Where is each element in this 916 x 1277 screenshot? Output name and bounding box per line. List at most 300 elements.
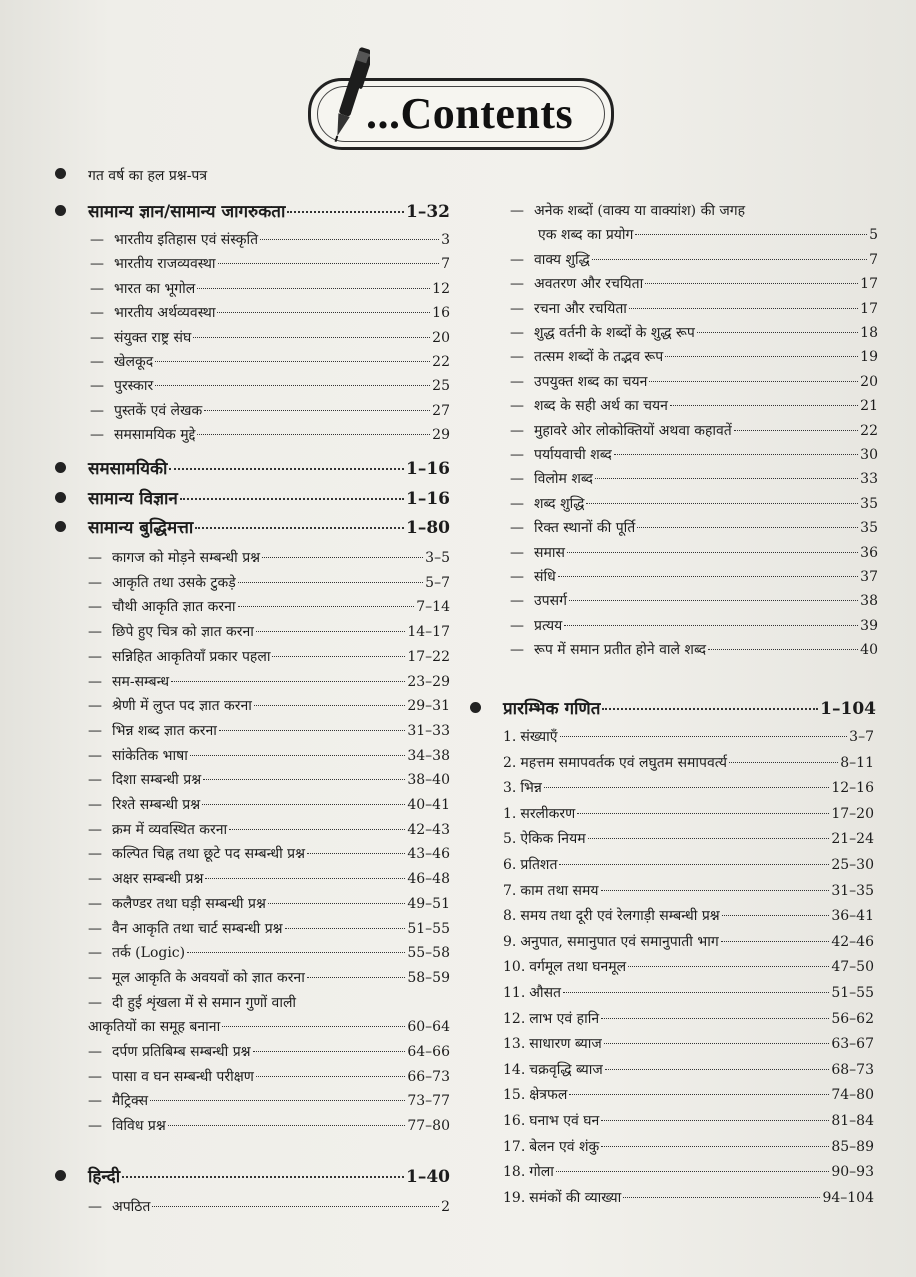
leader-dots	[586, 503, 858, 504]
section-heading	[55, 519, 450, 537]
page-range: 90–93	[831, 1164, 874, 1181]
item-number: 10.	[503, 959, 526, 976]
leader-dots	[150, 1100, 405, 1101]
page-range: 73–77	[407, 1093, 450, 1110]
leader-dots	[563, 992, 829, 993]
item-number: 16.	[503, 1113, 526, 1129]
page-range: 36–41	[831, 908, 874, 925]
dash-marker: —	[510, 398, 524, 415]
toc-entry	[503, 1086, 874, 1104]
page-range: 20	[860, 373, 878, 390]
toc-entry	[88, 796, 450, 814]
entry-label: अपठित	[112, 1199, 151, 1215]
dash-marker: —	[510, 325, 524, 341]
leader-dots	[268, 903, 406, 904]
toc-entry	[503, 856, 874, 874]
page-range: 68–73	[831, 1061, 874, 1078]
toc-entry	[510, 544, 878, 562]
entry-label: सन्निहित आकृतियाँ प्रकार पहला	[112, 648, 271, 665]
page-range: 1–16	[406, 489, 450, 509]
entry-label: समंकों की व्याख्या	[529, 1189, 622, 1206]
page-range: 7	[441, 256, 450, 273]
leader-dots	[708, 649, 858, 650]
page-range: 3–7	[849, 729, 874, 745]
leader-dots	[602, 708, 818, 710]
page-range: 21	[860, 398, 878, 415]
leader-dots	[187, 952, 405, 953]
toc-entry	[503, 984, 874, 1002]
section-heading	[55, 203, 450, 221]
toc-entry	[503, 933, 874, 951]
dash-marker: —	[88, 895, 102, 912]
dash-marker: —	[510, 569, 524, 585]
leader-dots	[628, 966, 829, 967]
toc-entry	[88, 870, 450, 888]
entry-label: उपयुक्त शब्द का चयन	[534, 373, 648, 390]
page-range: 56–62	[831, 1010, 874, 1027]
entry-label: क्षेत्रफल	[529, 1087, 568, 1104]
dash-marker: —	[510, 373, 524, 390]
toc-entry	[88, 1043, 450, 1061]
dash-marker: —	[88, 1093, 102, 1110]
toc-entry	[510, 422, 878, 440]
dash-marker: —	[88, 599, 102, 616]
toc-entry	[503, 882, 874, 900]
page-range: 77–80	[407, 1118, 450, 1135]
page-range: 47–50	[831, 959, 874, 976]
bullet-icon	[55, 1170, 66, 1181]
entry-label: मूल आकृति के अवयवों को ज्ञात करना	[112, 969, 305, 986]
dash-marker: —	[510, 276, 524, 293]
entry-label: एक शब्द का प्रयोग	[538, 227, 634, 244]
dash-marker: —	[510, 203, 524, 219]
entry-label: सामान्य ज्ञान/सामान्य जागरुकता	[88, 202, 286, 222]
page-range: 17–20	[831, 805, 874, 822]
page-range: 1–40	[406, 1167, 450, 1187]
entry-label: समसामयिकी	[88, 459, 168, 479]
dash-marker: —	[510, 593, 524, 610]
dash-marker: —	[88, 797, 102, 813]
dash-marker: —	[88, 969, 102, 986]
entry-label: आकृति तथा उसके टुकड़े	[112, 574, 236, 591]
bullet-icon	[55, 168, 66, 179]
page-range: 49–51	[407, 895, 450, 912]
toc-entry	[503, 1112, 874, 1130]
page-range: 42–43	[407, 821, 450, 838]
leader-dots	[260, 239, 439, 240]
leader-dots	[614, 454, 858, 455]
page-range: 2	[441, 1199, 450, 1215]
leader-dots	[171, 681, 405, 682]
leader-dots	[729, 762, 838, 763]
toc-entry	[510, 300, 878, 318]
entry-label: प्रारम्भिक गणित	[503, 699, 601, 719]
leader-dots	[262, 557, 423, 558]
toc-entry	[88, 1068, 450, 1086]
dash-marker: —	[88, 772, 102, 789]
page-range: 60–64	[407, 1019, 450, 1036]
dash-marker: —	[510, 544, 524, 561]
leader-dots	[238, 606, 415, 607]
dash-marker: —	[88, 747, 102, 764]
leader-dots	[253, 1051, 406, 1052]
toc-entry	[503, 1010, 874, 1028]
page-range: 46–48	[407, 871, 450, 888]
section-heading	[55, 490, 450, 508]
leader-dots	[217, 312, 430, 313]
page-range: 29	[432, 427, 450, 444]
entry-label: रिश्ते सम्बन्धी प्रश्न	[112, 797, 201, 813]
leader-dots	[721, 941, 830, 942]
entry-label: वैन आकृति तथा चार्ट सम्बन्धी प्रश्न	[112, 920, 283, 937]
leader-dots	[204, 410, 430, 411]
leader-dots	[564, 625, 858, 626]
page-range: 38	[860, 593, 878, 610]
entry-label: भिन्न	[520, 780, 542, 797]
leader-dots	[601, 1120, 829, 1121]
item-number: 2.	[503, 754, 517, 771]
dash-marker: —	[510, 617, 524, 634]
item-number: 8.	[503, 908, 517, 925]
toc-entry	[88, 1198, 450, 1216]
leader-dots	[601, 1018, 829, 1019]
toc-entry	[55, 167, 207, 185]
leader-dots	[601, 890, 830, 891]
item-number: 1.	[503, 729, 517, 745]
page-range: 42–46	[831, 933, 874, 950]
toc-entry	[503, 1138, 874, 1156]
page-range: 35	[860, 495, 878, 512]
entry-label: रिक्त स्थानों की पूर्ति	[534, 520, 636, 537]
toc-entry	[88, 969, 450, 987]
item-number: 3.	[503, 780, 517, 797]
section-heading	[55, 1168, 450, 1186]
entry-label: हिन्दी	[88, 1167, 121, 1187]
toc-entry	[88, 598, 450, 616]
section-heading	[55, 460, 450, 478]
dash-marker: —	[510, 495, 524, 512]
page-range: 1–104	[820, 699, 876, 719]
page-range: 5–7	[425, 574, 450, 591]
toc-entry	[510, 592, 878, 610]
dash-marker: —	[90, 256, 104, 273]
toc-entry	[510, 568, 878, 586]
entry-label: पुस्तकें एवं लेखक	[114, 402, 203, 419]
bullet-icon	[470, 702, 481, 713]
entry-label: शुद्ध वर्तनी के शब्दों के शुद्ध रूप	[534, 325, 695, 341]
leader-dots	[256, 631, 405, 632]
page-range: 34–38	[407, 747, 450, 764]
entry-label: संयुक्त राष्ट्र संघ	[114, 329, 192, 346]
toc-entry	[510, 202, 878, 220]
page-range: 7–14	[416, 599, 450, 616]
page-range: 94–104	[822, 1189, 874, 1206]
entry-label: समास	[534, 544, 565, 561]
entry-label: चौथी आकृति ज्ञात करना	[112, 599, 236, 616]
bullet-icon	[55, 492, 66, 503]
page-range: 7	[869, 251, 878, 268]
toc-entry	[503, 830, 874, 848]
page-range: 35	[860, 520, 878, 537]
entry-label: समसामयिक मुद्दे	[114, 427, 196, 444]
page-title: ...Contents	[366, 89, 574, 138]
leader-dots	[567, 552, 858, 553]
leader-dots	[722, 915, 830, 916]
dash-marker: —	[88, 648, 102, 665]
toc-entry	[88, 648, 450, 666]
toc-entry	[90, 377, 450, 395]
toc-entry	[510, 519, 878, 537]
page-range: 25	[432, 378, 450, 395]
dash-marker: —	[88, 945, 102, 962]
page-range: 17	[860, 276, 878, 293]
dash-marker: —	[510, 251, 524, 268]
entry-label: अक्षर सम्बन्धी प्रश्न	[112, 871, 204, 888]
page-range: 33	[860, 471, 878, 488]
leader-dots	[197, 434, 430, 435]
page-range: 31–33	[407, 722, 450, 739]
leader-dots	[556, 1171, 829, 1172]
dash-marker: —	[88, 994, 102, 1011]
page-range: 55–58	[407, 945, 450, 962]
toc-entry	[510, 446, 878, 464]
toc-entry	[88, 845, 450, 863]
dash-marker: —	[88, 722, 102, 739]
toc-entry	[88, 1117, 450, 1135]
toc-entry	[510, 470, 878, 488]
page-range: 36	[860, 544, 878, 561]
toc-entry	[88, 722, 450, 740]
entry-label: वाक्य शुद्धि	[534, 251, 590, 268]
toc-entry	[88, 1092, 450, 1110]
entry-label: मैट्रिक्स	[112, 1093, 149, 1110]
page-range: 12	[432, 280, 450, 297]
leader-dots	[222, 1026, 405, 1027]
page-range: 1–80	[406, 518, 450, 538]
page-range: 31–35	[831, 882, 874, 899]
entry-label: पासा व घन सम्बन्धी परीक्षण	[112, 1068, 254, 1085]
page-range: 17–22	[407, 648, 450, 665]
dash-marker: —	[88, 1044, 102, 1060]
entry-label: भारतीय इतिहास एवं संस्कृति	[114, 232, 259, 248]
toc-entry	[510, 495, 878, 513]
dash-marker: —	[88, 846, 102, 863]
page-range: 3	[441, 232, 450, 248]
entry-label: मुहावरे ओर लोकोक्तियों अथवा कहावतें	[534, 422, 732, 439]
toc-entry	[90, 304, 450, 322]
page-range: 3–5	[425, 550, 450, 566]
leader-dots	[569, 600, 858, 601]
page-range: 51–55	[407, 920, 450, 937]
entry-label: कागज को मोड़ने सम्बन्धी प्रश्न	[112, 550, 261, 566]
toc-entry	[503, 907, 874, 925]
item-number: 7.	[503, 882, 517, 899]
entry-label: बेलन एवं शंकु	[529, 1138, 600, 1155]
entry-label: घनाभ एवं घन	[529, 1113, 600, 1129]
toc-entry	[88, 994, 450, 1012]
entry-label: उपसर्ग	[534, 593, 567, 610]
page-range: 19	[860, 349, 878, 366]
leader-dots	[601, 1146, 829, 1147]
bullet-icon	[55, 521, 66, 532]
entry-label: साधारण ब्याज	[529, 1036, 602, 1053]
entry-label: रूप में समान प्रतीत होने वाले शब्द	[534, 642, 707, 659]
page-range: 20	[432, 329, 450, 346]
dash-marker: —	[90, 402, 104, 419]
toc-entry	[88, 771, 450, 789]
entry-label: संख्याएँ	[520, 729, 558, 745]
entry-label: औसत	[529, 985, 562, 1001]
leader-dots	[307, 977, 406, 978]
toc-entry	[88, 747, 450, 765]
leader-dots	[670, 405, 858, 406]
entry-label: भिन्न शब्द ज्ञात करना	[112, 722, 217, 739]
toc-entry	[510, 348, 878, 366]
page-range: 58–59	[407, 969, 450, 986]
dash-marker: —	[510, 447, 524, 463]
leader-dots	[229, 829, 405, 830]
dash-marker: —	[88, 673, 102, 690]
dash-marker: —	[510, 642, 524, 659]
entry-label: वर्गमूल तथा घनमूल	[529, 959, 627, 976]
contents-header	[308, 72, 608, 152]
item-number: 18.	[503, 1164, 526, 1181]
dash-marker: —	[88, 624, 102, 641]
toc-entry	[510, 251, 878, 269]
toc-entry	[90, 329, 450, 347]
item-number: 9.	[503, 933, 517, 950]
toc-entry	[88, 697, 450, 715]
item-number: 11.	[503, 985, 526, 1001]
page-range: 1–16	[406, 459, 450, 479]
toc-entry	[90, 280, 450, 298]
dash-marker: —	[510, 471, 524, 488]
entry-label: रचना और रचयिता	[534, 300, 627, 317]
leader-dots	[307, 853, 405, 854]
leader-dots	[604, 1043, 830, 1044]
entry-label: सरलीकरण	[520, 805, 576, 822]
toc-entry	[510, 641, 878, 659]
item-number: 5.	[503, 831, 517, 848]
page-range: 25–30	[831, 857, 874, 873]
toc-entry	[88, 574, 450, 592]
dash-marker: —	[90, 427, 104, 444]
leader-dots	[635, 234, 867, 235]
entry-label: विविध प्रश्न	[112, 1118, 166, 1135]
leader-dots	[195, 527, 404, 529]
toc-entry	[88, 623, 450, 641]
leader-dots	[544, 787, 830, 788]
page-range: 12–16	[831, 780, 874, 797]
leader-dots	[588, 838, 830, 839]
page-range: 43–46	[407, 846, 450, 863]
leader-dots	[168, 1125, 406, 1126]
page-range: 63–67	[831, 1036, 874, 1053]
toc-entry	[88, 895, 450, 913]
entry-label: सांकेतिक भाषा	[112, 747, 188, 764]
dash-marker: —	[90, 232, 104, 248]
leader-dots	[558, 576, 858, 577]
entry-label: गत वर्ष का हल प्रश्न-पत्र	[88, 168, 208, 184]
page-range: 64–66	[407, 1044, 450, 1060]
leader-dots	[180, 498, 404, 500]
dash-marker: —	[510, 349, 524, 366]
dash-marker: —	[90, 280, 104, 297]
toc-entry	[90, 426, 450, 444]
leader-dots	[238, 582, 423, 583]
leader-dots	[219, 730, 405, 731]
entry-label: अवतरण और रचयिता	[534, 276, 644, 293]
toc-entry	[88, 944, 450, 962]
page-range: 8–11	[840, 754, 874, 771]
dash-marker: —	[90, 354, 104, 370]
toc-entry	[503, 1035, 874, 1053]
leader-dots	[623, 1197, 820, 1198]
entry-label: श्रेणी में लुप्त पद ज्ञात करना	[112, 698, 252, 715]
leader-dots	[190, 755, 406, 756]
bullet-icon	[55, 462, 66, 473]
page-range: 17	[860, 300, 878, 317]
page-range: 22	[432, 354, 450, 370]
leader-dots	[637, 527, 858, 528]
leader-dots	[577, 813, 829, 814]
toc-entry	[90, 353, 450, 371]
page-range: 30	[860, 447, 878, 463]
page-range: 85–89	[831, 1138, 874, 1155]
leader-dots	[202, 804, 405, 805]
dash-marker: —	[90, 305, 104, 322]
leader-dots	[665, 356, 858, 357]
section-heading	[470, 700, 876, 718]
dash-marker: —	[510, 422, 524, 439]
entry-label: सामान्य विज्ञान	[88, 489, 178, 509]
leader-dots	[734, 430, 858, 431]
toc-entry	[90, 402, 450, 420]
leader-dots	[152, 1206, 439, 1207]
page-range: 39	[860, 617, 878, 634]
dash-marker: —	[88, 1118, 102, 1135]
toc-entry	[510, 373, 878, 391]
entry-label: भारत का भूगोल	[114, 280, 196, 297]
toc-entry	[88, 673, 450, 691]
entry-label: दी हुई शृंखला में से समान गुणों वाली	[112, 994, 297, 1011]
leader-dots	[592, 259, 867, 260]
entry-label: महत्तम समापवर्तक एवं लघुतम समापवर्त्य	[520, 754, 727, 771]
leader-dots	[218, 263, 440, 264]
entry-label: अनेक शब्दों (वाक्य या वाक्यांश) की जगह	[534, 203, 746, 219]
toc-entry	[503, 754, 874, 772]
entry-label: सामान्य बुद्धिमत्ता	[88, 518, 194, 538]
dash-marker: —	[88, 550, 102, 566]
page-range: 37	[860, 569, 878, 585]
page-range: 40–41	[407, 797, 450, 813]
toc-entry	[88, 549, 450, 567]
leader-dots	[629, 308, 858, 309]
entry-label: प्रत्यय	[534, 617, 563, 634]
item-number: 19.	[503, 1189, 526, 1206]
entry-label: खेलकूद	[114, 354, 154, 370]
leader-dots	[569, 1094, 829, 1095]
entry-label: पुरस्कार	[114, 378, 154, 395]
page-range: 81–84	[831, 1113, 874, 1129]
dash-marker: —	[88, 574, 102, 591]
entry-label: दर्पण प्रतिबिम्ब सम्बन्धी प्रश्न	[112, 1044, 251, 1060]
bullet-icon	[55, 205, 66, 216]
entry-label: शब्द शुद्धि	[534, 495, 585, 512]
dash-marker: —	[88, 698, 102, 715]
entry-label: संधि	[534, 569, 556, 585]
leader-dots	[605, 1069, 830, 1070]
